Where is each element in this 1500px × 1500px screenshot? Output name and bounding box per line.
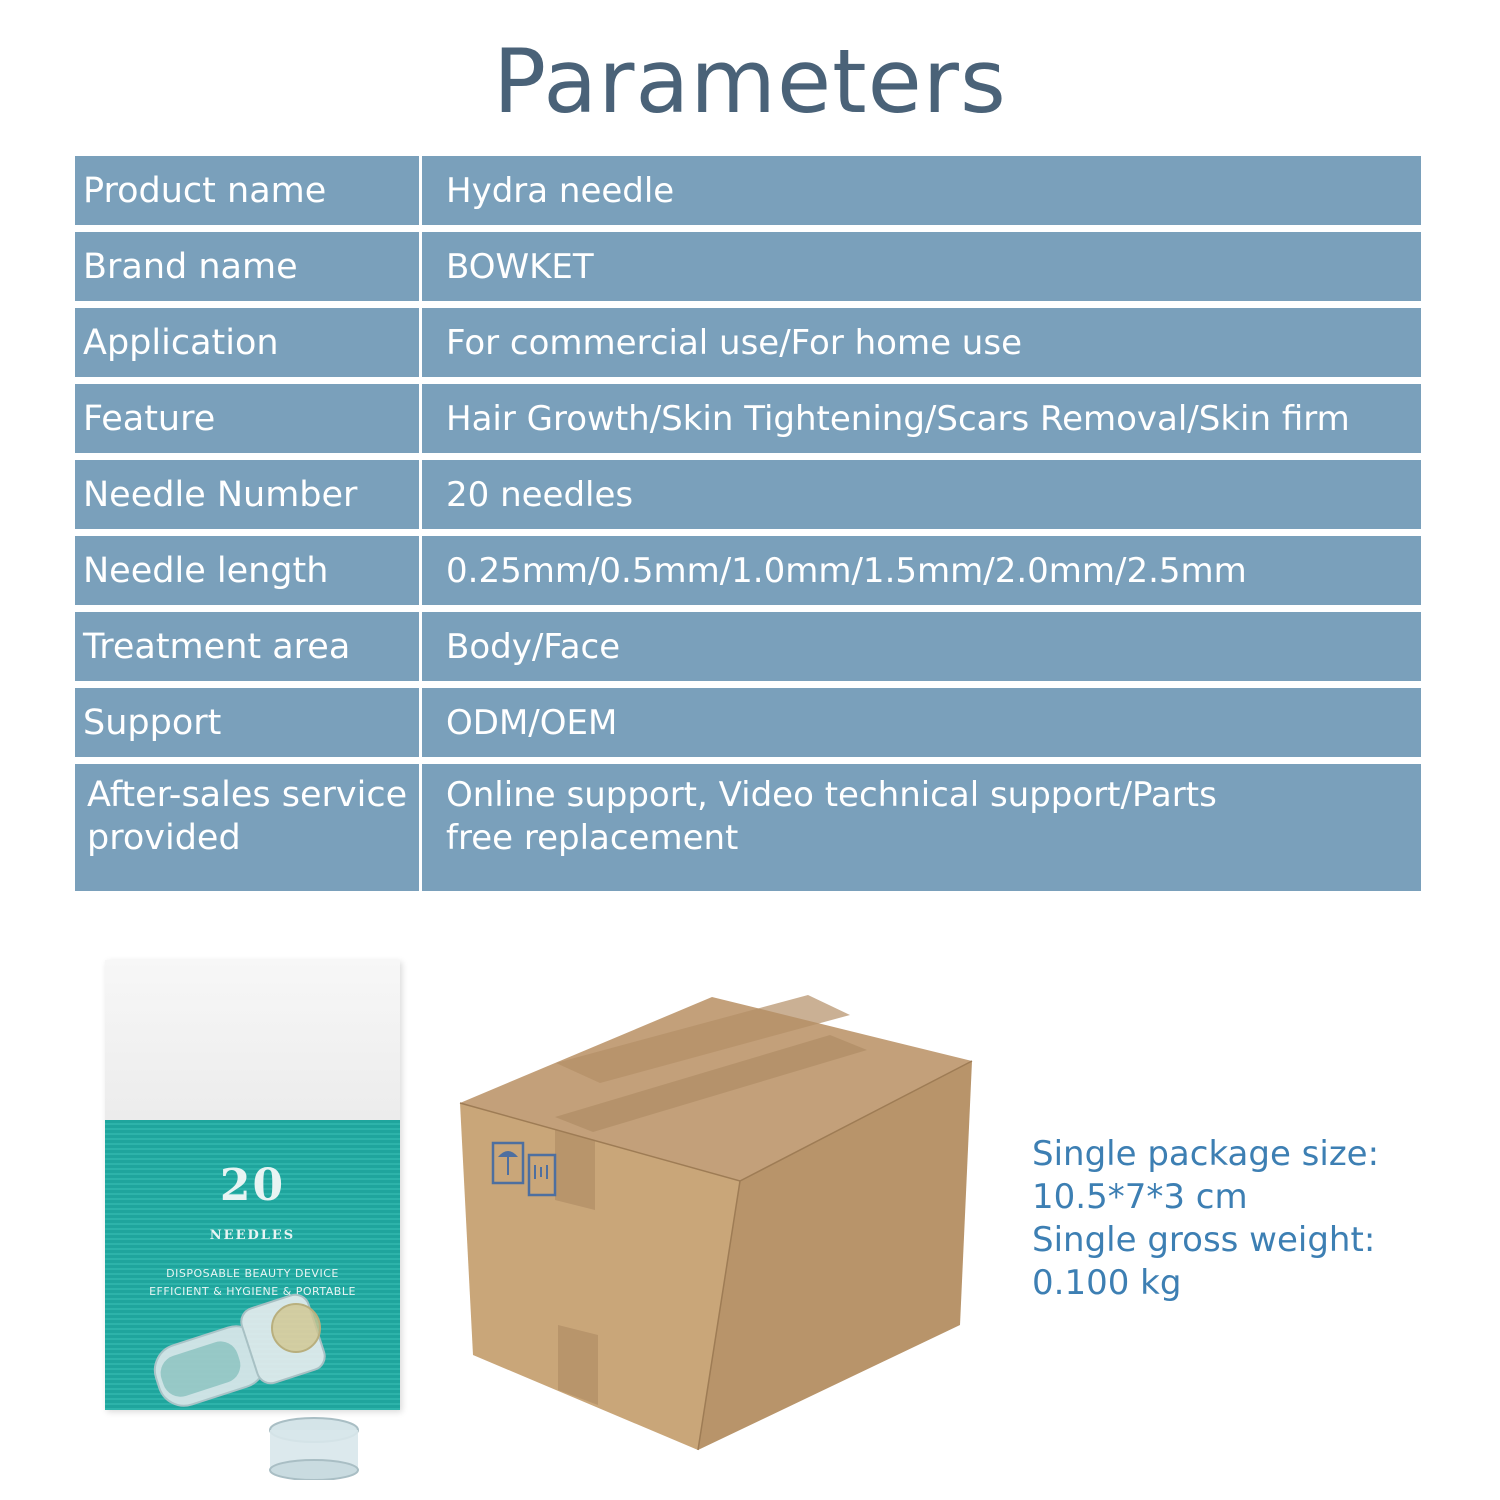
- table-row: [75, 232, 1421, 301]
- row-value: Hydra needle: [446, 170, 675, 211]
- row-label: Treatment area: [75, 612, 422, 681]
- row-value: Online support, Video technical support/Parts free replacement: [446, 775, 1217, 858]
- table-row: [75, 612, 1421, 681]
- table-row: [75, 688, 1421, 757]
- table-row: [75, 308, 1421, 377]
- table-row: [75, 536, 1421, 605]
- package-spec: [1032, 1133, 1379, 1305]
- row-label: Needle Number: [75, 460, 422, 529]
- table-row: [75, 764, 1421, 891]
- row-label: Application: [75, 308, 422, 377]
- row-label: Feature: [75, 384, 422, 453]
- row-value: BOWKET: [446, 246, 594, 287]
- row-value: Body/Face: [446, 626, 621, 667]
- row-value: 0.25mm/0.5mm/1.0mm/1.5mm/2.0mm/2.5mm: [446, 550, 1247, 591]
- row-label: Support: [75, 688, 422, 757]
- row-label: Needle length: [75, 536, 422, 605]
- package-size-label: Single package size:: [1032, 1134, 1380, 1174]
- row-label: Product name: [75, 156, 422, 225]
- row-label: After-sales service provided: [75, 764, 422, 891]
- gross-weight-value: 0.100 kg: [1032, 1263, 1182, 1303]
- package-tagline-2: EFFICIENT & HYGIENE & PORTABLE: [149, 1285, 356, 1298]
- shipping-box-icon: [455, 995, 980, 1455]
- parameters-table: [75, 156, 1421, 898]
- row-value: Hair Growth/Skin Tightening/Scars Removal/Skin firm: [446, 398, 1350, 439]
- package-tagline-1: DISPOSABLE BEAUTY DEVICE: [166, 1267, 339, 1280]
- row-value: 20 needles: [446, 474, 634, 515]
- table-row: [75, 384, 1421, 453]
- package-size-value: 10.5*7*3 cm: [1032, 1177, 1248, 1217]
- product-image: [100, 960, 400, 1480]
- gross-weight-label: Single gross weight:: [1032, 1220, 1376, 1260]
- package-number: 20: [219, 1160, 286, 1211]
- row-label: Brand name: [75, 232, 422, 301]
- row-value: For commercial use/For home use: [446, 322, 1022, 363]
- table-row: [75, 460, 1421, 529]
- needle-vial-icon: [100, 960, 400, 1480]
- table-row: [75, 156, 1421, 225]
- package-unit: NEEDLES: [209, 1228, 296, 1243]
- row-value: ODM/OEM: [446, 702, 618, 743]
- page-title: Parameters: [493, 30, 1007, 133]
